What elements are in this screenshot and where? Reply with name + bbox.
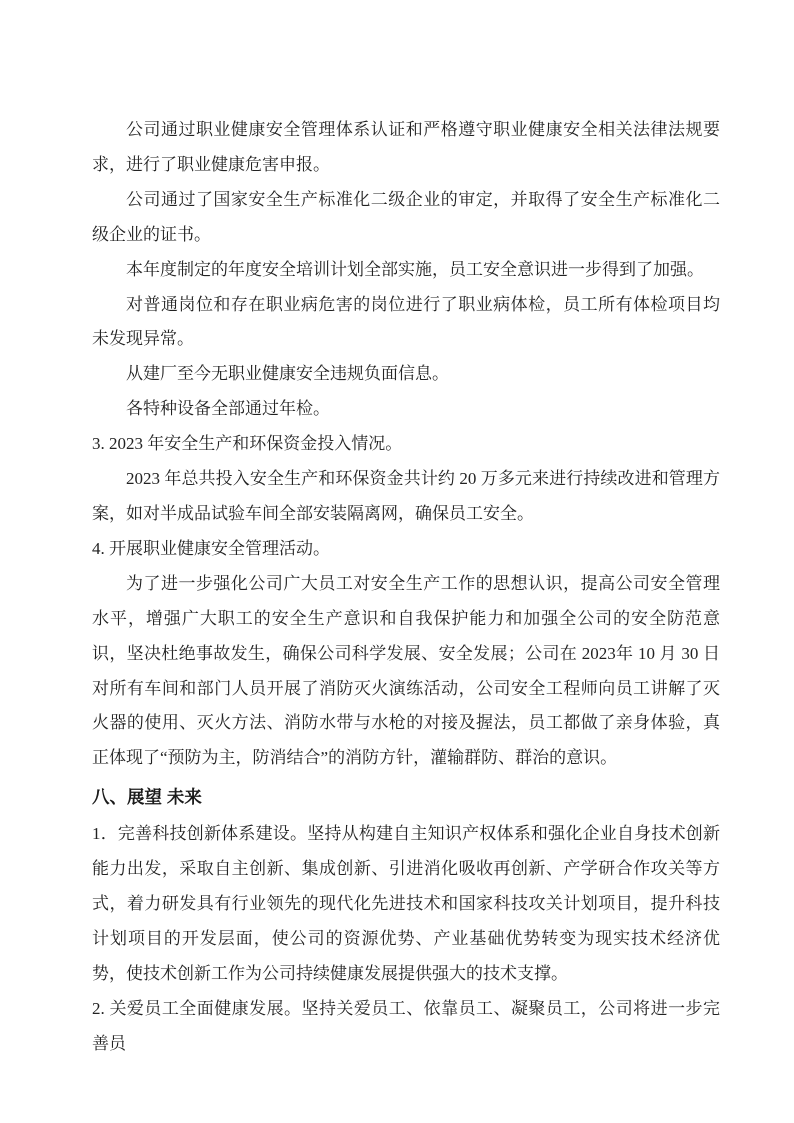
- paragraph-health-system-cert: 公司通过职业健康安全管理体系认证和严格遵守职业健康安全相关法律法规要求，进行了职业健康危害申报。: [92, 120, 720, 174]
- list-item-3-funding-title: 3. 2023 年安全生产和环保资金投入情况。: [92, 434, 403, 454]
- document-body: [92, 113, 720, 1061]
- paragraph-health-checkups: 对普通岗位和存在职业病危害的岗位进行了职业病体检，员工所有体检项目均未发现异常。: [92, 294, 720, 349]
- paragraph-no-violations: 从建厂至今无职业健康安全违规负面信息。: [126, 364, 449, 384]
- paragraph-equipment-inspection: 各特种设备全部通过年检。: [126, 399, 330, 419]
- paragraph-fire-drill: 为了进一步强化公司广大员工对安全生产工作的思想认识，提高公司安全管理水平，增强广大职工的安全生产意识和自我保护能力和加强全公司的安全防范意识，坚决杜绝事故发生，确保公司科学发展、安全发展；公司在 2023年 10 月 30 日对所有车间和部门人员开展了消防灭火演练活动，公司安全工程师向员工讲解了灭火器的使用、灭火方法、消防水带与水枪的对接及握法，员工都做了亲身体验，真正体现了“预防为主，防消结合”的消防方针，灌输群防、群治的意识。: [92, 573, 720, 768]
- section-heading-outlook: 八、展望 未来: [92, 787, 202, 808]
- paragraph-safety-training: 本年度制定的年度安全培训计划全部实施，员工安全意识进一步得到了加强。: [126, 259, 704, 279]
- list-item-1-tech-innovation: 1．完善科技创新体系建设。坚持从构建自主知识产权体系和强化企业自身技术创新能力出发，采取自主创新、集成创新、引进消化吸收再创新、产学研合作攻关等方式，着力研发具有行业领先的现代化先进技术和国家科技攻关计划项目，提升科技计划项目的开发层面，使公司的资源优势、产业基础优势转变为现实技术经济优势，使技术创新工作为公司持续健康发展提供强大的技术支撑。: [92, 824, 720, 983]
- paragraph-standardization-cert: 公司通过了国家安全生产标准化二级企业的审定，并取得了安全生产标准化二级企业的证书。: [92, 189, 720, 244]
- list-item-2-employee-care: 2. 关爱员工全面健康发展。坚持关爱员工、依靠员工、凝聚员工，公司将进一步完善员: [92, 998, 720, 1053]
- paragraph-funding-details: 2023 年总共投入安全生产和环保资金共计约 20 万多元来进行持续改进和管理方案，如对半成品试验车间全部安装隔离网，确保员工安全。: [92, 469, 720, 523]
- list-item-4-activities-title: 4. 开展职业健康安全管理活动。: [92, 538, 330, 558]
